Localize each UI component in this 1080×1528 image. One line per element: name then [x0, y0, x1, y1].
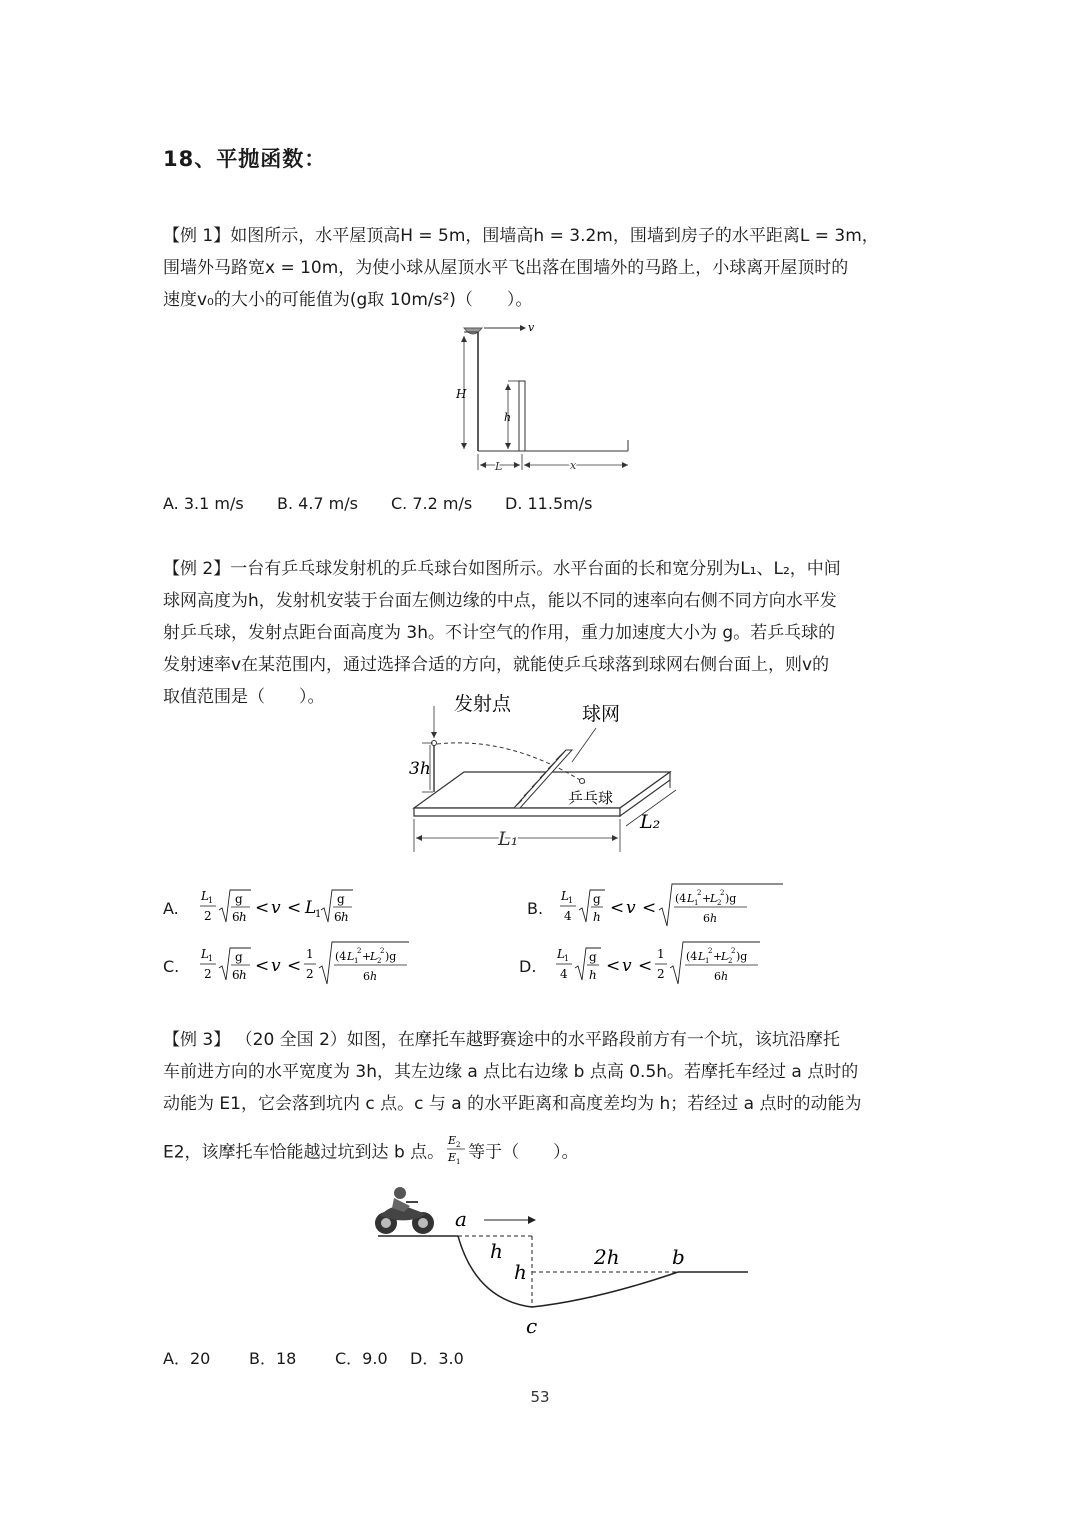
- option-b[interactable]: B. 4.7 m/s: [277, 494, 358, 513]
- svg-text:h: h: [710, 912, 718, 925]
- motorcycle-icon: [375, 1187, 434, 1234]
- label-x: x: [570, 459, 577, 472]
- svg-text:)g: )g: [385, 950, 397, 963]
- svg-text:h: h: [370, 970, 378, 983]
- svg-text:<: <: [642, 898, 657, 918]
- svg-text:+: +: [702, 892, 712, 905]
- svg-text:1: 1: [564, 954, 570, 963]
- example2-line-1: 【例 2】一台有乒乓球发射机的乒乓球台如图所示。水平台面的长和宽分别为L₁、L₂，中间: [163, 559, 841, 579]
- svg-text:<: <: [606, 956, 621, 976]
- svg-text:g: g: [593, 892, 601, 906]
- svg-text:h: h: [239, 910, 247, 924]
- option-c-label: C.: [163, 957, 180, 976]
- label-launch-point: 发射点: [454, 693, 512, 715]
- example3-options: [163, 1346, 663, 1370]
- svg-text:<: <: [610, 898, 625, 918]
- option-d-formula: [553, 938, 803, 990]
- svg-text:g: g: [235, 950, 243, 964]
- option-d[interactable]: D．3.0: [410, 1349, 464, 1368]
- option-d-label: D.: [519, 957, 537, 976]
- svg-text:h: h: [341, 910, 349, 924]
- label-H: H: [456, 387, 467, 401]
- label-L1: L₁: [498, 828, 519, 850]
- svg-text:(4: (4: [686, 950, 698, 963]
- svg-text:v: v: [622, 956, 632, 976]
- example1-line-1: 【例 1】如图所示，水平屋顶高H = 5m，围墙高h = 3.2m，围墙到房子的水平距离L = 3m，: [163, 226, 879, 246]
- label-c: c: [526, 1314, 538, 1338]
- svg-text:6: 6: [232, 968, 240, 982]
- svg-text:<: <: [255, 956, 270, 976]
- section-title: 18、平抛函数：: [163, 147, 327, 171]
- label-net: 球网: [582, 703, 621, 725]
- label-h: h: [504, 411, 512, 424]
- svg-text:L: L: [698, 950, 706, 963]
- svg-text:<: <: [638, 956, 653, 976]
- svg-text:4: 4: [560, 967, 568, 981]
- option-c[interactable]: C．9.0: [335, 1349, 388, 1368]
- option-a[interactable]: A．20: [163, 1349, 211, 1368]
- svg-text:)g: )g: [736, 950, 748, 963]
- option-a[interactable]: A. 3.1 m/s: [163, 494, 244, 513]
- option-b-label: B.: [527, 899, 544, 918]
- svg-text:h: h: [589, 968, 597, 982]
- svg-text:L: L: [370, 950, 378, 963]
- svg-text:1: 1: [657, 947, 665, 961]
- svg-text:E: E: [448, 1134, 457, 1147]
- example2-line-2: 球网高度为h，发射机安装于台面左侧边缘的中点，能以不同的速率向右侧不同方向水平发: [163, 591, 837, 611]
- label-L2: L₂: [640, 811, 661, 833]
- example1-options: [163, 494, 923, 518]
- example2-line-4: 发射速率v在某范围内，通过选择合适的方向，就能使乒乓球落到球网右侧台面上，则v的: [163, 655, 830, 675]
- svg-text:L: L: [687, 892, 695, 905]
- example2-line-5: 取值范围是（ ）。: [163, 687, 325, 707]
- svg-text:4: 4: [564, 909, 572, 923]
- svg-text:1: 1: [694, 899, 699, 907]
- svg-text:h: h: [239, 968, 247, 982]
- svg-text:L: L: [201, 947, 209, 961]
- svg-text:+: +: [362, 950, 372, 963]
- svg-text:L: L: [561, 889, 569, 903]
- svg-text:1: 1: [705, 957, 710, 965]
- svg-text:2: 2: [357, 947, 362, 955]
- label-v: v: [528, 321, 535, 334]
- svg-text:v: v: [271, 898, 281, 918]
- svg-text:L: L: [557, 947, 565, 961]
- svg-text:2: 2: [708, 947, 713, 955]
- svg-text:6: 6: [703, 912, 710, 925]
- example3-text: [163, 1024, 923, 1175]
- svg-text:L: L: [305, 898, 317, 918]
- label-ball: 乒乓球: [568, 789, 614, 807]
- svg-text:2: 2: [731, 947, 736, 955]
- example2-figure: [400, 688, 690, 858]
- example3-line-1: 【例 3】 （20 全国 2）如图，在摩托车越野赛途中的水平路段前方有一个坑，该坑沿摩托: [163, 1030, 840, 1050]
- example3-line-3: 动能为 E1，它会落到坑内 c 点。c 与 a 的水平距离和高度差均为 h；若经过 a 点时的动能为: [163, 1094, 862, 1114]
- svg-text:6: 6: [363, 970, 370, 983]
- svg-text:<: <: [255, 898, 270, 918]
- label-h-top: h: [490, 1239, 503, 1263]
- svg-text:6: 6: [232, 910, 240, 924]
- svg-text:1: 1: [456, 1158, 461, 1164]
- svg-text:(4: (4: [335, 950, 347, 963]
- svg-text:1: 1: [568, 896, 574, 905]
- svg-text:2: 2: [377, 957, 382, 965]
- svg-text:E: E: [448, 1151, 457, 1164]
- svg-text:1: 1: [354, 957, 359, 965]
- svg-text:2: 2: [306, 967, 314, 981]
- label-2h: 2h: [594, 1245, 620, 1269]
- example3-figure: [366, 1180, 756, 1340]
- ball-icon: [464, 328, 482, 334]
- svg-text:(4: (4: [675, 892, 687, 905]
- svg-text:g: g: [235, 892, 243, 906]
- svg-text:v: v: [271, 956, 281, 976]
- example2-options: [163, 880, 923, 990]
- svg-text:1: 1: [306, 947, 314, 961]
- svg-text:1: 1: [208, 896, 214, 905]
- option-c-formula: [197, 938, 447, 990]
- energy-ratio: [446, 1130, 466, 1175]
- example1-line-2: 围墙外马路宽x = 10m，为使小球从屋顶水平飞出落在围墙外的马路上，小球离开屋顶时的: [163, 258, 849, 278]
- example1-text: [163, 220, 923, 316]
- svg-text:h: h: [721, 970, 729, 983]
- svg-text:g: g: [589, 950, 597, 964]
- svg-text:v: v: [626, 898, 636, 918]
- svg-text:2: 2: [456, 1141, 461, 1149]
- svg-text:L: L: [710, 892, 718, 905]
- svg-text:)g: )g: [725, 892, 737, 905]
- svg-text:6: 6: [334, 910, 342, 924]
- svg-text:2: 2: [720, 889, 725, 897]
- svg-text:2: 2: [380, 947, 385, 955]
- option-a-label: A.: [163, 899, 179, 918]
- label-h-side: h: [514, 1260, 527, 1284]
- example3-line-2: 车前进方向的水平宽度为 3h，其左边缘 a 点比右边缘 b 点高 0.5h。若摩托车经过 a 点时的: [163, 1062, 859, 1082]
- svg-text:2: 2: [697, 889, 702, 897]
- option-d[interactable]: D. 11.5m/s: [505, 494, 593, 513]
- label-L: L: [495, 460, 503, 473]
- svg-text:2: 2: [204, 967, 212, 981]
- example2-line-3: 射乒乓球，发射点距台面高度为 3h。不计空气的作用，重力加速度大小为 g。若乒乓球的: [163, 623, 836, 643]
- svg-text:6: 6: [714, 970, 721, 983]
- svg-text:g: g: [337, 892, 345, 906]
- label-3h: 3h: [409, 759, 431, 779]
- svg-text:<: <: [287, 898, 302, 918]
- svg-text:<: <: [287, 956, 302, 976]
- example1-line-3: 速度v₀的大小的可能值为(g取 10m/s²)（ ）。: [163, 290, 533, 310]
- example3-line-4-after: 等于（ ）。: [468, 1142, 579, 1163]
- option-b[interactable]: B．18: [249, 1349, 297, 1368]
- svg-text:L: L: [721, 950, 729, 963]
- svg-text:2: 2: [717, 899, 722, 907]
- example3-line-4: [163, 1130, 923, 1175]
- svg-text:2: 2: [728, 957, 733, 965]
- svg-text:1: 1: [208, 954, 214, 963]
- svg-text:1: 1: [315, 909, 322, 920]
- svg-text:L: L: [347, 950, 355, 963]
- example1-figure: [440, 318, 640, 478]
- page-number: 53: [530, 1388, 550, 1406]
- svg-text:2: 2: [657, 967, 665, 981]
- option-b-formula: [557, 880, 797, 932]
- svg-text:+: +: [713, 950, 723, 963]
- svg-text:h: h: [593, 910, 601, 924]
- label-b: b: [672, 1245, 685, 1269]
- example3-line-4-before: E2，该摩托车恰能越过坑到达 b 点。: [163, 1142, 445, 1163]
- svg-text:L: L: [201, 889, 209, 903]
- svg-text:2: 2: [204, 909, 212, 923]
- option-c[interactable]: C. 7.2 m/s: [391, 494, 473, 513]
- label-a: a: [455, 1207, 467, 1231]
- option-a-formula: [197, 880, 387, 932]
